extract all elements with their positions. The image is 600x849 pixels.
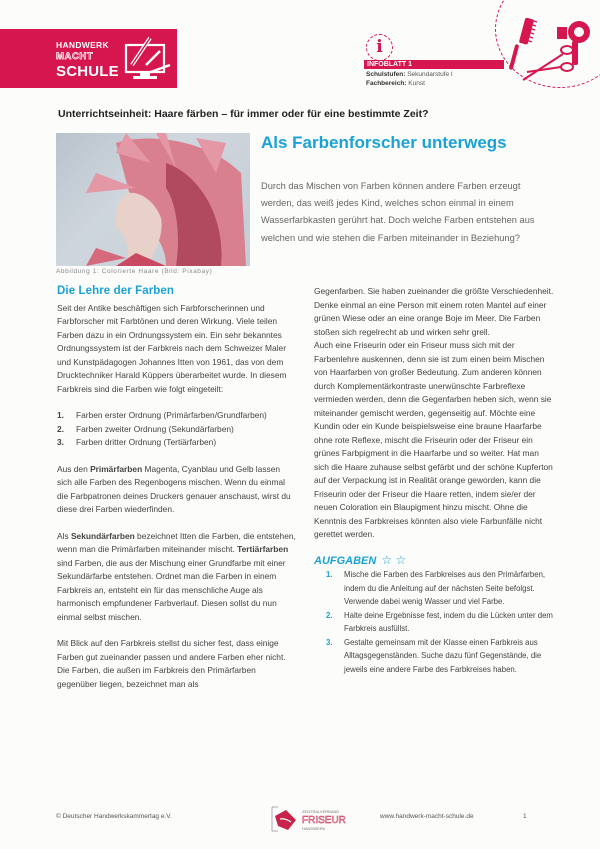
schulstufen-label: Schulstufen:: [366, 71, 406, 78]
infoblatt-label: INFOBLATT 1: [367, 61, 412, 68]
scissors-icon: [523, 46, 573, 80]
tasks-heading: AUFGABEN ☆ ☆: [314, 552, 407, 567]
paragraph-friseur: Auch eine Friseurin oder ein Friseur muss sich mit der Farbenlehre auskennen, denn sie ist zum einen beim Mischen von Haarfarben von großer Bedeutung. Zum anderen können durch Komplementärkontraste unerwünschte Farbreflexe vermieden werden, denn die Gegenfarben heben sich, wenn sie miteinander gemischt werden, gegenseitig auf. Möchte eine Kundin oder ein Kunde beispielsweise eine braune Haarfarbe ohne rote Reflexe, mischt die Friseurin oder der Friseur ein grünes Farbpigment in die Haarfarbe und so weiter. Hat man sich die Haare zuhause selbst gefärbt und der schöne Kupferton auf der Verpackung ist in Realität orange geworden, kann die Friseurin oder der Friseur die Haare retten, indem sie/er der neuen Coloration ein Blaupigment hinzu mischt. Ohne die Kenntnis des Farbkreises könnten also viele Farbunfälle nicht gerettet werden.: [314, 340, 553, 539]
tasks-list: [326, 568, 554, 676]
colored-hair-photo: [56, 133, 250, 266]
schulstufen-meta: [366, 71, 453, 78]
intro-paragraph: Durch das Mischen von Farben können andere Farben erzeugt werden, das weiß jedes Kind, welches schon einmal in einem Wasserfarbkasten gerührt hat. Doch welche Farben entstehen aus welchen und wie stehen die Farben miteinander in Beziehung?: [261, 181, 535, 243]
friseur-handwerk-logo: [270, 806, 350, 832]
fachbereich-meta: [366, 80, 425, 87]
infoblatt-banner: [364, 60, 504, 69]
footer-copyright: © Deutscher Handwerkskammertag e.V.: [56, 813, 172, 820]
monitor-tools-icon: [120, 35, 172, 83]
info-icon: i: [366, 34, 393, 61]
task-item: 2. Halte deine Ergebnisse fest, indem du die Lücken unter dem Farbkreis ausfüllst.: [326, 610, 553, 633]
paragraph-intro-farblehre: Seit der Antike beschäftigen sich Farbforscherinnen und Farbforscher mit Farbtönen und deren Wirkung. Viele teilen Farben dazu in ein Ordnungssystem ein. Ein sehr bekanntes Ordnungssystem ist der Farbkreis nach dem Schweizer Maler und Kunstpädagogen Johannes Itten von 1961, das von dem Drucktechniker Harald Küppers überarbeitet wurde. In diesem Farbkreis sind die Farben wie folgt eingeteilt:: [57, 302, 287, 394]
paragraph-gegenfarben-start: Die Farben, die außen im Farbkreis den Primärfarben gegenüber liegen, bezeichnet man als: [57, 665, 256, 689]
unit-title: Unterrichtseinheit: Haare färben – für immer oder für eine bestimmte Zeit?: [58, 108, 429, 120]
handwerk-macht-schule-logo: [0, 29, 177, 88]
hairdresser-tools-illustration: [505, 12, 600, 82]
paragraph-farbkreis: Mit Blick auf den Farbkreis stellst du sicher fest, dass einige Farben gut zueinander passen und andere Farben eher nicht.: [57, 638, 286, 662]
svg-text:ZENTRALVERBAND: ZENTRALVERBAND: [302, 809, 340, 814]
paragraph-primaerfarben: Aus den Primärfarben Magenta, Cyanblau und Gelb lassen sich alle Farben des Regenbogens mischen. Wenn du einmal die Farbpatronen deines Druckers genauer anschaust, wirst du diese drei Farben wiederfinden.: [57, 463, 291, 514]
section-heading: Die Lehre der Farben: [57, 285, 175, 297]
task-item: 1. Mische die Farben des Farbkreises aus den Primärfarben, indem du die Anleitung auf der nächsten Seite befolgst. Verwende dabei wenig Wasser und viel Farbe.: [326, 570, 546, 606]
fachbereich-value: Kunst: [408, 80, 425, 87]
page-number: 1: [523, 813, 527, 820]
fachbereich-label: Fachbereich:: [366, 80, 407, 87]
star-icon: ☆ ☆: [381, 552, 407, 567]
right-column: [314, 285, 554, 676]
list-item: 3. Farben dritter Ordnung (Tertiärfarben): [57, 437, 217, 447]
left-column: [57, 285, 297, 691]
logo-line-2: MACHT: [56, 51, 94, 62]
svg-text:FRISEUR: FRISEUR: [302, 815, 346, 826]
color-order-list: [57, 409, 297, 450]
image-caption: Abbildung 1: Colorierte Haare (Bild: Pixabay): [56, 268, 213, 275]
schulstufen-value: Sekundarstufe I: [407, 71, 453, 78]
footer-website-link[interactable]: www.handwerk-macht-schule.de: [380, 813, 474, 820]
list-item: 1. Farben erster Ordnung (Primärfarben/Grundfarben): [57, 410, 267, 420]
paragraph-sekundaerfarben: Als Sekundärfarben bezeichnet Itten die Farben, die entstehen, wenn man die Primärfarben miteinander mischt. Tertiärfarben sind Farben, die aus der Mischung einer Grundfarbe mit einer Sekundärfarbe entstehen. Ordnet man die Farben in einem Farbkreis an, entsteht ein für das menschliche Auge als harmonisch empfundener Farbverlauf. Diesen sollst du nun einmal selbst mischen.: [57, 530, 296, 622]
svg-text:HANDWERK: HANDWERK: [302, 826, 326, 831]
comb-icon: [509, 17, 537, 70]
task-item: 3. Gestalte gemeinsam mit der Klasse einen Farbkreis aus Alltagsgegenständen. Suche dazu fünf Gegenstände, die jeweils eine andere Farbe des Farbkreises haben.: [326, 637, 542, 674]
logo-line-3: SCHULE: [56, 63, 119, 80]
hair-dryer-icon: [557, 21, 590, 65]
logo-line-1: HANDWERK: [56, 40, 109, 50]
main-title: Als Farbenforscher unterwegs: [261, 133, 507, 152]
list-item: 2. Farben zweiter Ordnung (Sekundärfarben): [57, 423, 234, 434]
paragraph-gegenfarben: Gegenfarben. Sie haben zueinander die größte Verschiedenheit. Denke einmal an eine Person mit einem roten Mantel auf einer grünen Wiese oder an eine orange Boje im Meer. Die Farben stoßen sich regelrecht ab und wirken sehr grell.: [314, 286, 554, 337]
